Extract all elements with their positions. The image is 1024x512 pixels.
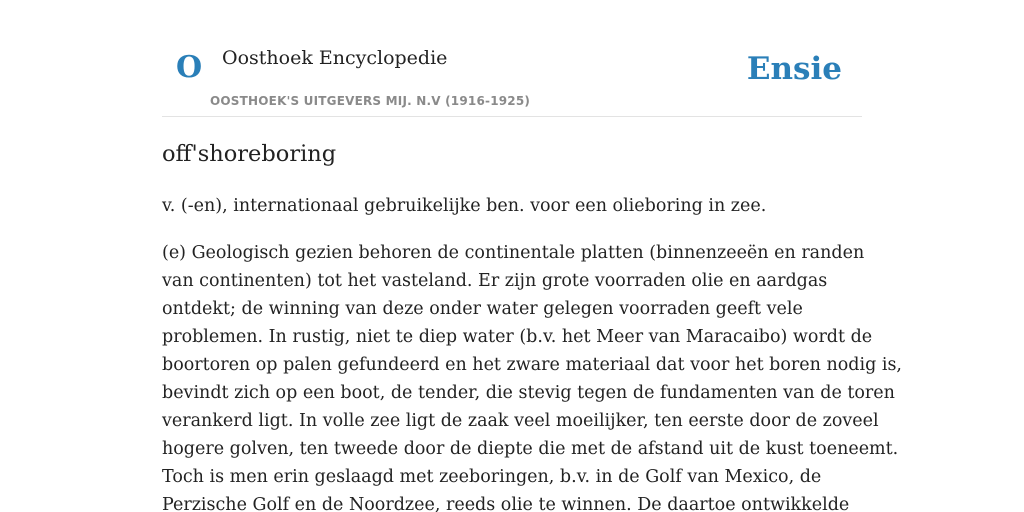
source-subtitle: OOSTHOEK'S UITGEVERS MIJ. N.V (1916-1925)	[210, 94, 531, 108]
body-line: ontdekt; de winning van deze onder water gelegen voorraden geeft vele	[162, 299, 803, 319]
entry-title: off'shoreboring	[162, 141, 337, 167]
brand-logo-link[interactable]: Ensie	[746, 51, 842, 87]
body-line: hogere golven, ten tweede door de diepte die met de afstand uit de kust toeneemt.	[162, 439, 899, 459]
body-line: van continenten) tot het vasteland. Er zijn grote voorraden olie en aardgas	[162, 271, 828, 291]
entry-definition	[162, 192, 862, 220]
body-line: problemen. In rustig, niet te diep water (b.v. het Meer van Maracaibo) wordt de	[162, 327, 873, 347]
body-line: Perzische Golf en de Noordzee, reeds olie te winnen. De daartoe ontwikkelde	[162, 495, 850, 512]
body-line: verankerd ligt. In volle zee ligt de zaak veel moeilijker, ten eerste door de zoveel	[162, 411, 879, 431]
body-line: boortoren op palen gefundeerd en het zware materiaal dat voor het boren nodig is,	[162, 355, 902, 375]
source-letter-badge: O	[176, 50, 203, 85]
source-header	[162, 0, 862, 117]
source-title[interactable]: Oosthoek Encyclopedie	[222, 47, 448, 69]
entry-body	[162, 239, 902, 512]
body-line: (e) Geologisch gezien behoren de continentale platten (binnenzeeën en randen	[162, 243, 865, 263]
content-container	[162, 0, 902, 512]
definition-line: v. (-en), internationaal gebruikelijke ben. voor een olieboring in zee.	[162, 196, 767, 216]
body-line: bevindt zich op een boot, de tender, die stevig tegen de fundamenten van de toren	[162, 383, 895, 403]
body-line: Toch is men erin geslaagd met zeeboringen, b.v. in de Golf van Mexico, de	[162, 467, 822, 487]
